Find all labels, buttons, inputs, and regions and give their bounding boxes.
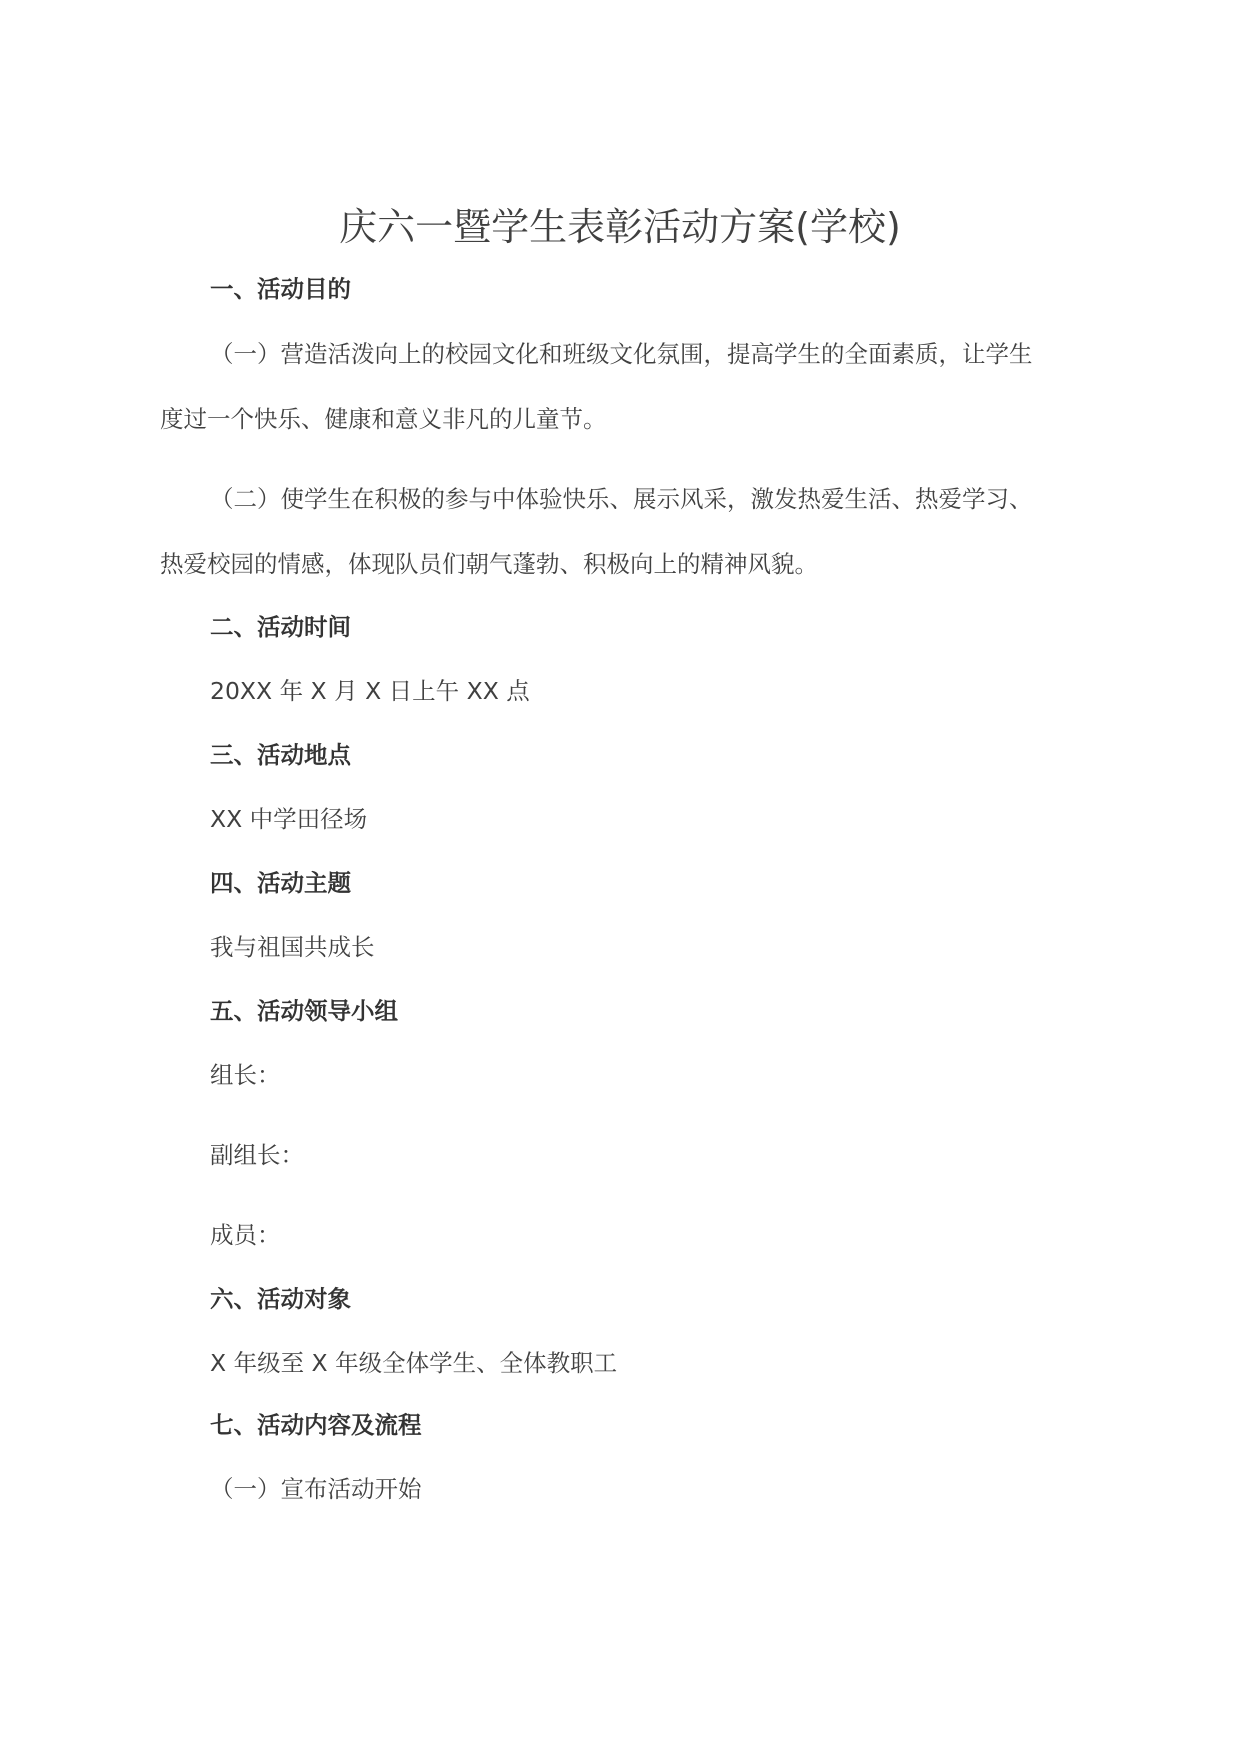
theme-value: 我与祖国共成长 [210, 933, 375, 961]
purpose-paragraph-2-line-1: （二）使学生在积极的参与中体验快乐、展示风采，激发热爱生活、热爱学习、 [210, 485, 1033, 513]
purpose-paragraph-2-line-2: 热爱校园的情感，体现队员们朝气蓬勃、积极向上的精神风貌。 [160, 550, 818, 578]
section-heading-theme: 四、活动主题 [210, 869, 351, 897]
section-heading-leadership: 五、活动领导小组 [210, 997, 398, 1025]
section-heading-time: 二、活动时间 [210, 613, 351, 641]
audience-value: X 年级至 X 年级全体学生、全体教职工 [210, 1349, 618, 1377]
leadership-leader: 组长： [210, 1061, 281, 1089]
time-value: 20XX 年 X 月 X 日上午 XX 点 [210, 677, 530, 705]
section-heading-audience: 六、活动对象 [210, 1285, 351, 1313]
leadership-members: 成员： [210, 1221, 281, 1249]
location-value: XX 中学田径场 [210, 805, 368, 833]
content-item-1: （一）宣布活动开始 [210, 1475, 422, 1503]
section-heading-location: 三、活动地点 [210, 741, 351, 769]
document-title: 庆六一暨学生表彰活动方案(学校) [339, 205, 901, 249]
purpose-paragraph-1-line-2: 度过一个快乐、健康和意义非凡的儿童节。 [160, 405, 607, 433]
section-heading-content: 七、活动内容及流程 [210, 1411, 422, 1439]
section-heading-purpose: 一、活动目的 [210, 275, 351, 303]
leadership-deputy: 副组长： [210, 1141, 304, 1169]
purpose-paragraph-1-line-1: （一）营造活泼向上的校园文化和班级文化氛围，提高学生的全面素质，让学生 [210, 340, 1033, 368]
